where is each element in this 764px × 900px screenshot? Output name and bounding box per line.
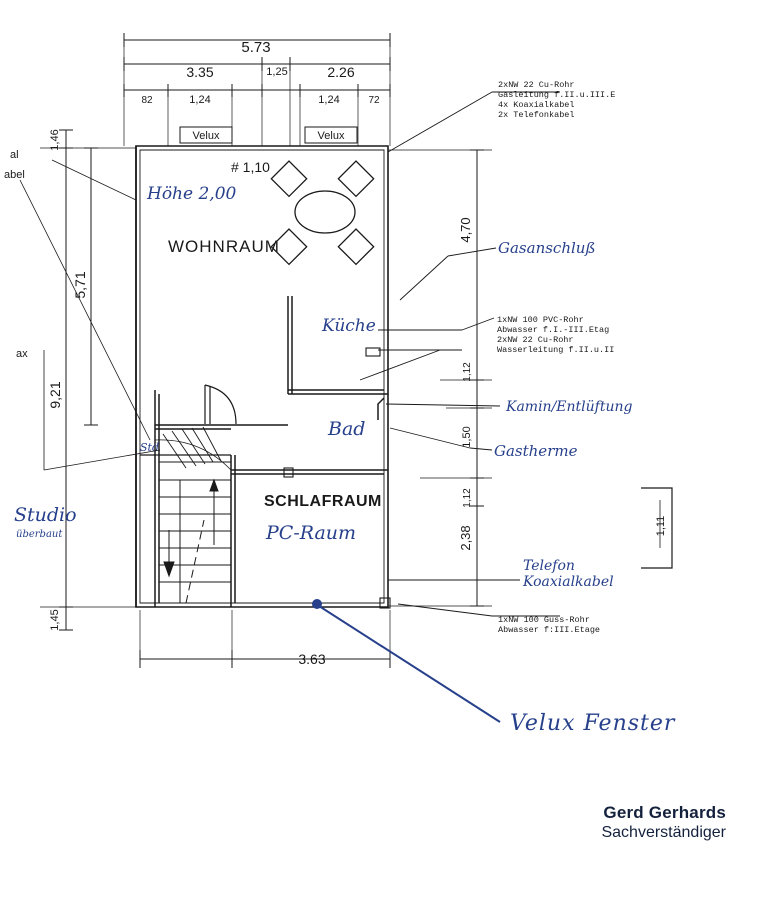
dim-top-middle: 1,25 — [266, 66, 288, 78]
dim-left-2: 5,71 — [72, 271, 88, 299]
dim-left-1: 1,46 — [49, 129, 61, 151]
stair-note-label: Std — [140, 441, 159, 454]
dim-left-4: 1,45 — [49, 609, 61, 631]
signature-role: Sachverständiger — [601, 824, 726, 841]
dim-top-overall: 5.73 — [241, 39, 271, 56]
signature-block — [601, 803, 726, 842]
room-label-kueche: Küche — [322, 316, 376, 336]
left-edge-label-3: ax — [16, 348, 28, 360]
dim-top-sub-2: 1,24 — [189, 94, 211, 106]
room-label-studio: Studio — [14, 504, 77, 526]
note-top-line-3: 4x Koaxialkabel — [498, 100, 575, 110]
note-bottom-line-2: Abwasser f:III.Etage — [498, 625, 601, 635]
dim-right-1: 4,70 — [458, 217, 473, 243]
studio-sub-label: überbaut — [16, 529, 63, 540]
dim-top-sub-3: 1,24 — [318, 94, 340, 106]
note-top-line-2: Gasleitung f.II.u.III.E — [498, 90, 616, 100]
left-edge-label-2: abel — [4, 169, 25, 181]
note-mid-line-2: Abwasser f.I.-III.Etag — [497, 325, 610, 335]
coax-cable-label: Koaxialkabel — [523, 574, 614, 590]
velux-label-right: Velux — [317, 130, 345, 142]
dim-top-sub-1: 82 — [141, 95, 153, 106]
door-height-label: # 1,10 — [231, 159, 270, 175]
dim-right-4: 1,12 — [462, 488, 473, 508]
velux-callout-label: Velux Fenster — [510, 711, 676, 736]
dim-top-right: 2.26 — [327, 64, 355, 80]
dim-right-3: 1,50 — [461, 426, 473, 448]
left-edge-label-1: al — [10, 149, 19, 161]
dim-right-2: 1,12 — [462, 362, 473, 382]
dim-bottom: 3.63 — [298, 651, 326, 667]
gas-boiler-label: Gastherme — [494, 442, 578, 460]
dim-right-edge-mark: 1,11 — [655, 515, 667, 537]
note-top-line-1: 2xNW 22 Cu-Rohr — [498, 80, 575, 90]
room-label-bad: Bad — [328, 418, 366, 440]
note-mid-line-4: Wasserleitung f.II.u.II — [497, 345, 615, 355]
dim-right-5: 2,38 — [458, 525, 473, 551]
technical-note-bottom-right — [498, 615, 600, 635]
room-label-schlafraum: SCHLAFRAUM — [264, 493, 382, 510]
note-top-line-4: 2x Telefonkabel — [498, 110, 575, 120]
dim-top-left: 3.35 — [186, 64, 214, 80]
velux-label-left: Velux — [192, 130, 220, 142]
dim-left-3: 9,21 — [47, 381, 63, 409]
signature-name: Gerd Gerhards — [603, 803, 726, 822]
note-mid-line-3: 2xNW 22 Cu-Rohr — [497, 335, 574, 345]
gas-connection-label: Gasanschluß — [498, 239, 596, 257]
ceiling-height-label: Höhe 2,00 — [147, 184, 237, 204]
dim-top-sub-4: 72 — [368, 95, 380, 106]
room-label-pc-raum: PC-Raum — [266, 522, 357, 544]
chimney-label: Kamin/Entlüftung — [506, 399, 633, 415]
telephone-label: Telefon — [523, 558, 575, 574]
note-bottom-line-1: 1xNW 100 Guss-Rohr — [498, 615, 590, 625]
room-label-wohnraum: WOHNRAUM — [168, 237, 280, 256]
note-mid-line-1: 1xNW 100 PVC-Rohr — [497, 315, 584, 325]
